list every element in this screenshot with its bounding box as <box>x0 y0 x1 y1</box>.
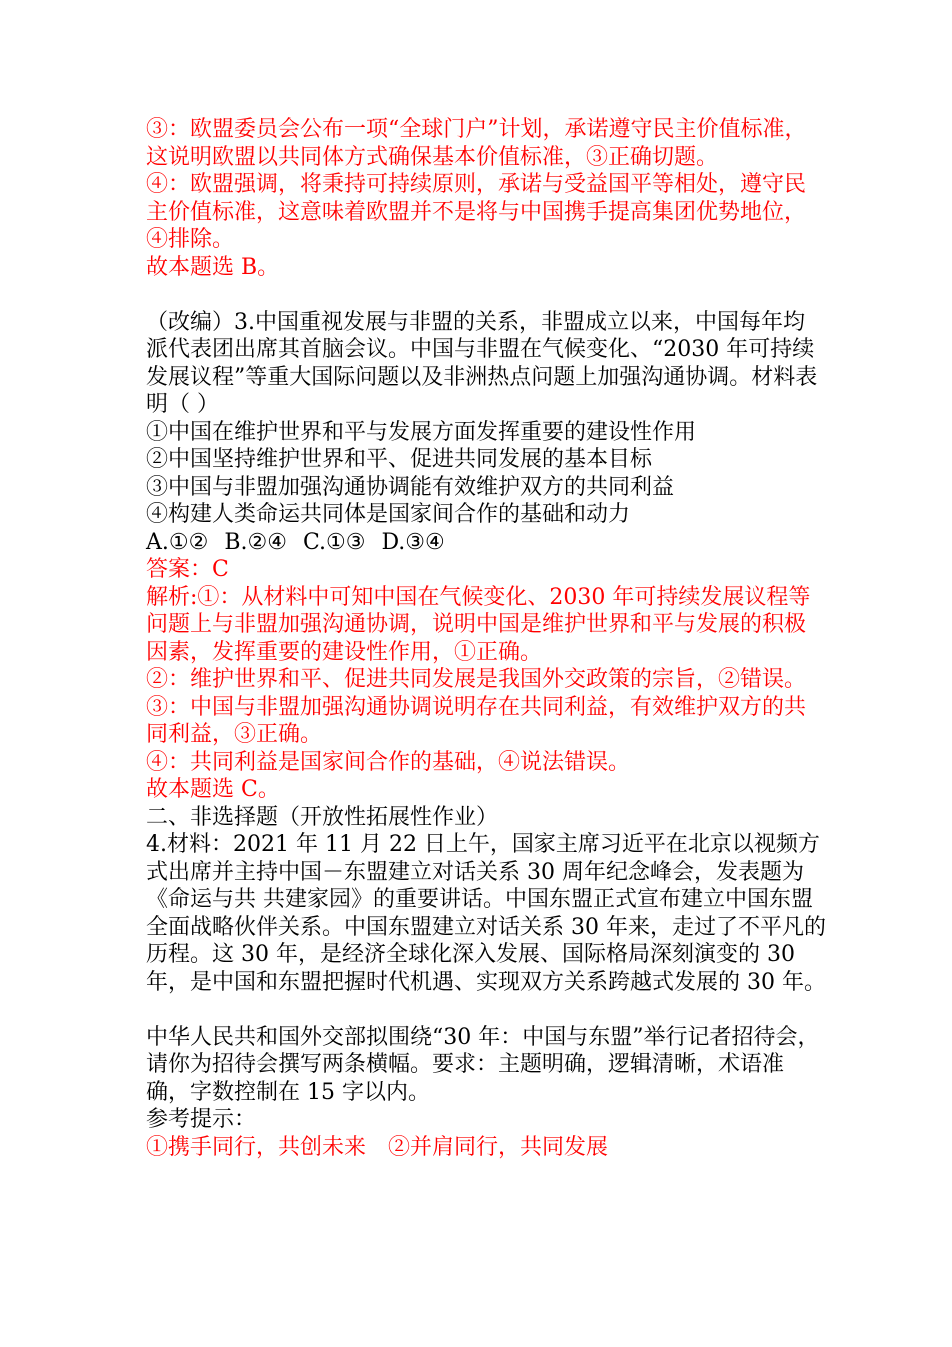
q3-analysis-4: ④：共同利益是国家间合作的基础，④说法错误。 <box>146 749 631 775</box>
q2-analysis-4: ④：欧盟强调，将秉持可持续原则，承诺与受益国平等相处，遵守民主价值标准，这意味着欧盟并不是将与中国携手提高集团优势地位，④排除。 <box>146 172 807 252</box>
q4-material: 4.材料：2021 年 11 月 22 日上午，国家主席习近平在北京以视频方式出席并主持中国－东盟建立对话关系 30 周年纪念峰会，发表题为《命运与共 共建家园》的重要讲话。中国东盟正式宣布建立中国东盟全面战略伙伴关系。中国东盟建立对话关系 30 年来，走过了不平凡的历程。这 30 年，是经济全球化深入发展、国际格局深刻演变的 30 年，是中国和东盟把握时代机遇、实现双方关系跨越式发展的 30 年。 <box>146 832 826 995</box>
q3-statement-1: ①中国在维护世界和平与发展方面发挥重要的建设性作用 <box>146 419 697 445</box>
document-body <box>146 116 826 1161</box>
reference-answers <box>146 1134 826 1162</box>
q3-conclusion: 故本题选 C。 <box>146 777 280 802</box>
q3-option-c: C.①③ <box>302 529 366 555</box>
q2-analysis-3: ③：欧盟委员会公布一项“全球门户”计划，承诺遵守民主价值标准，这说明欧盟以共同体方式确保基本价值标准，③正确切题。 <box>146 117 807 170</box>
q3-stem: （改编）3.中国重视发展与非盟的关系，非盟成立以来，中国每年均派代表团出席其首脑会议。中国与非盟在气候变化、“2030 年可持续发展议程”等重大国际问题以及非洲热点问题上加强沟通协调。材料表明（ ） <box>146 309 818 417</box>
spacer <box>146 281 826 309</box>
q3-options <box>146 529 826 557</box>
q3-option-b: B.②④ <box>224 529 287 555</box>
spacer <box>146 996 826 1024</box>
q2-conclusion: 故本题选 B。 <box>146 254 280 280</box>
q3-statement-4: ④构建人类命运共同体是国家间合作的基础和动力 <box>146 502 631 527</box>
q3-option-d: D.③④ <box>381 529 445 555</box>
reference-answer-1: ①携手同行，共创未来 <box>146 1134 367 1160</box>
q3-analysis-2: ②：维护世界和平、促进共同发展是我国外交政策的宗旨，②错误。 <box>146 667 807 692</box>
reference-answer-2: ②并肩同行，共同发展 <box>388 1134 609 1160</box>
q3-analysis-1: 解析:①：从材料中可知中国在气候变化、2030 年可持续发展议程等问题上与非盟加强沟通协调，说明中国是维护世界和平与发展的积极因素，发挥重要的建设性作用，①正确。 <box>146 584 811 665</box>
q3-answer: 答案：C <box>146 557 229 582</box>
q3-option-a: A.①② <box>146 529 209 555</box>
q3-statement-2: ②中国坚持维护世界和平、促进共同发展的基本目标 <box>146 447 653 472</box>
q4-task: 中华人民共和国外交部拟围绕“30 年：中国与东盟”举行记者招待会，请你为招待会撰写两条横幅。要求：主题明确，逻辑清晰，术语准确，字数控制在 15 字以内。 <box>146 1024 820 1105</box>
q3-statement-3: ③中国与非盟加强沟通协调能有效维护双方的共同利益 <box>146 474 675 500</box>
q3-analysis-3: ③：中国与非盟加强沟通协调说明存在共同利益，有效维护双方的共同利益，③正确。 <box>146 694 807 747</box>
reference-label: 参考提示： <box>146 1107 257 1132</box>
section2-heading: 二、非选择题（开放性拓展性作业） <box>146 804 499 830</box>
